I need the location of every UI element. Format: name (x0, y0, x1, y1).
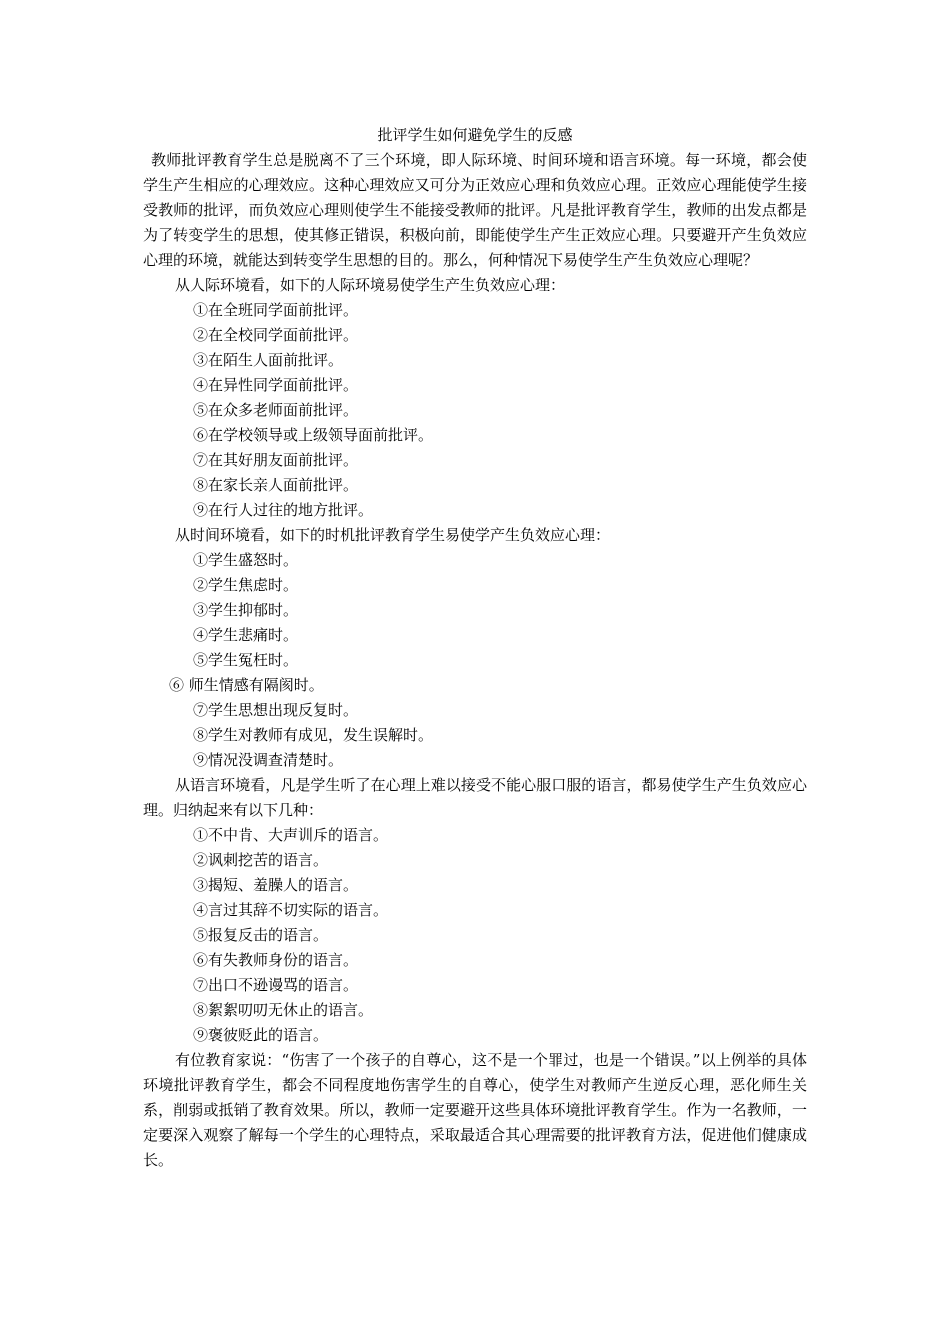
interpersonal-heading: 从人际环境看，如下的人际环境易使学生产生负效应心理： (175, 276, 566, 294)
list-item: ⑥ 师生情感有隔阂时。 (169, 676, 324, 694)
list-item: ⑤学生冤枉时。 (193, 651, 299, 669)
list-item: ①不中肯、大声训斥的语言。 (193, 826, 389, 844)
list-item: ④学生悲痛时。 (193, 626, 299, 644)
language-heading: 从语言环境看，凡是学生听了在心理上难以接受不能心服口服的语言，都易使学生产生负效应心理。归纳起来有以下几种： (143, 776, 807, 819)
list-item: ⑥在学校领导或上级领导面前批评。 (193, 426, 434, 444)
time-heading: 从时间环境看，如下的时机批评教育学生易使学产生负效应心理： (175, 526, 611, 544)
list-item: ③揭短、羞臊人的语言。 (193, 876, 359, 894)
list-item: ③学生抑郁时。 (193, 601, 299, 619)
list-item: ⑤报复反击的语言。 (193, 926, 329, 944)
list-item: ③在陌生人面前批评。 (193, 351, 344, 369)
list-item: ⑦出口不逊谩骂的语言。 (193, 976, 359, 994)
document-title: 批评学生如何避免学生的反感 (377, 126, 573, 144)
list-item: ②讽刺挖苦的语言。 (193, 851, 329, 869)
list-item: ④在异性同学面前批评。 (193, 376, 359, 394)
list-item: ⑨褒彼贬此的语言。 (193, 1026, 329, 1044)
list-item: ②学生焦虑时。 (193, 576, 299, 594)
document-page (143, 123, 807, 1173)
list-item: ①学生盛怒时。 (193, 551, 299, 569)
list-item: ④言过其辞不切实际的语言。 (193, 901, 389, 919)
list-item: ②在全校同学面前批评。 (193, 326, 359, 344)
list-item: ⑤在众多老师面前批评。 (193, 401, 359, 419)
list-item: ⑦在其好朋友面前批评。 (193, 451, 359, 469)
list-item: ⑧在家长亲人面前批评。 (193, 476, 359, 494)
list-item: ⑧絮絮叨叨无休止的语言。 (193, 1001, 374, 1019)
list-item: ⑨情况没调查清楚时。 (193, 751, 344, 769)
list-item: ⑥有失教师身份的语言。 (193, 951, 359, 969)
list-item: ⑨在行人过往的地方批评。 (193, 501, 374, 519)
list-item: ⑧学生对教师有成见，发生误解时。 (193, 726, 434, 744)
list-item: ⑦学生思想出现反复时。 (193, 701, 359, 719)
intro-paragraph: 教师批评教育学生总是脱离不了三个环境，即人际环境、时间环境和语言环境。每一环境，都会使学生产生相应的心理效应。这种心理效应又可分为正效应心理和负效应心理。正效应心理能使学生接受教师的批评，而负效应心理则使学生不能接受教师的批评。凡是批评教育学生，教师的出发点都是为了转变学生的思想，使其修正错误，积极向前，即能使学生产生正效应心理。只要避开产生负效应心理的环境，就能达到转变学生思想的目的。那么，何种情况下易使学生产生负效应心理呢？ (143, 151, 807, 269)
conclusion-paragraph: 有位教育家说：“伤害了一个孩子的自尊心，这不是一个罪过，也是一个错误。”以上例举的具体环境批评教育学生，都会不同程度地伤害学生的自尊心，使学生对教师产生逆反心理，恶化师生关系，削弱或抵销了教育效果。所以，教师一定要避开这些具体环境批评教育学生。作为一名教师，一定要深入观察了解每一个学生的心理特点，采取最适合其心理需要的批评教育方法，促进他们健康成长。 (143, 1051, 807, 1169)
list-item: ①在全班同学面前批评。 (193, 301, 359, 319)
